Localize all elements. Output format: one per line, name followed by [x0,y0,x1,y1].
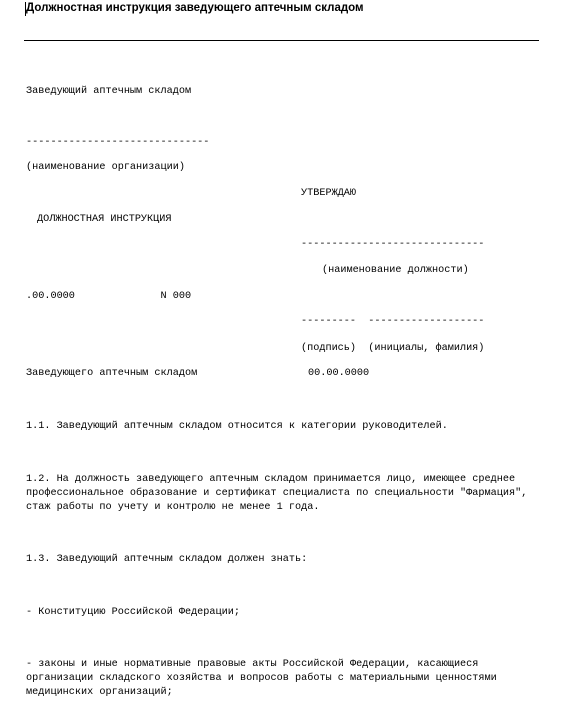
document-type: ДОЛЖНОСТНАЯ ИНСТРУКЦИЯ [37,214,172,225]
clause-1-2-line-2: профессиональное образование и сертификат специалиста по специальности "Фармация", [26,488,528,499]
signature-caption: (подпись) (инициалы, фамилия) [301,343,485,354]
position-caption: (наименование должности) [322,265,469,276]
list-item-laws-line-2: организации складского хозяйства и вопросов работы с материальными ценностями [26,673,497,684]
signature-line: --------- ------------------- [301,316,485,327]
list-item-laws-line-1: - законы и иные нормативные правовые акты Российской Федерации, касающиеся [26,659,479,670]
clause-1-1: 1.1. Заведующий аптечным складом относится к категории руководителей. [26,421,448,432]
organization-line: ------------------------------ [26,137,210,148]
position-line: ------------------------------ [301,239,485,250]
list-item-constitution: - Конституцию Российской Федерации; [26,607,240,618]
header-position: Заведующий аптечным складом [26,86,192,97]
list-item-laws-line-3: медицинских организаций; [26,687,173,698]
document-title: Должностная инструкция заведующего аптечным складом [26,2,364,14]
title-divider [24,40,539,41]
clause-1-2-line-3: стаж работы по учету и контролю не менее 1 года. [26,502,320,513]
clause-1-2-line-1: 1.2. На должность заведующего аптечным складом принимается лицо, имеющее среднее [26,474,516,485]
organization-caption: (наименование организации) [26,162,185,173]
date-number: .00.0000 N 000 [26,291,192,302]
subject-position: Заведующего аптечным складом [26,368,198,379]
approve-label: УТВЕРЖДАЮ [301,188,357,199]
clause-1-3: 1.3. Заведующий аптечным складом должен знать: [26,554,308,565]
approval-date: 00.00.0000 [308,368,370,379]
